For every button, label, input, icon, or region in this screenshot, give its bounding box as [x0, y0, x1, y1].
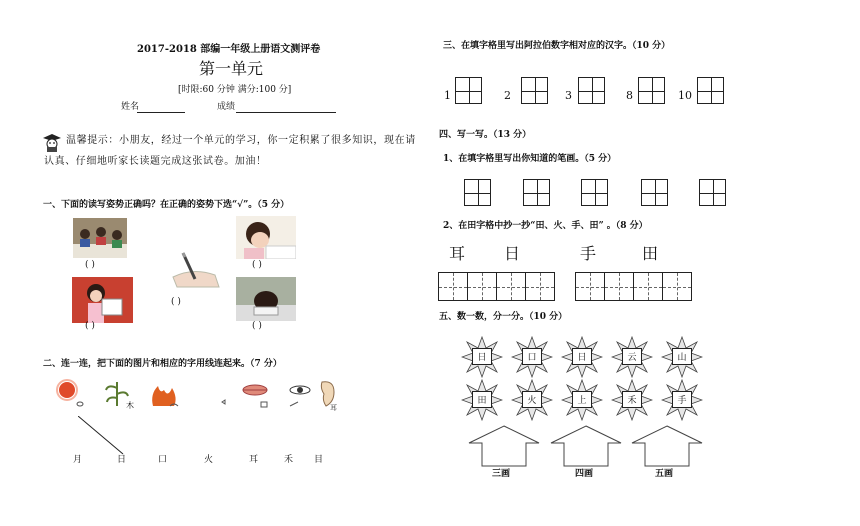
tip-line-2: 认真、仔细地听家长读题完成这张试卷。加油！: [44, 156, 267, 167]
q2-char-7[interactable]: 目: [314, 455, 324, 465]
sun-char: 口: [522, 348, 542, 365]
girl-writing-photo: [236, 216, 296, 259]
house-outline-3[interactable]: [631, 425, 703, 467]
copy-char-2: 日: [504, 244, 521, 263]
q2-pictures: [50, 376, 340, 416]
tian-cell[interactable]: [526, 273, 554, 300]
rice-plant-picture[interactable]: [106, 382, 134, 410]
q3-number-2: 2: [504, 89, 511, 102]
tian-cell[interactable]: [497, 273, 526, 300]
q2-title: 二、连一连，把下面的图片和相应的字用线连起来。（7 分）: [43, 359, 282, 369]
sun-char-card[interactable]: [461, 379, 503, 421]
tip-line-1: 温馨提示：小朋友，经过一个单元的学习，你一定积累了很多知识，现在请: [66, 135, 416, 146]
ear-picture[interactable]: [321, 382, 337, 412]
house-label-1: 三画: [492, 469, 511, 479]
fire-picture[interactable]: [152, 386, 178, 406]
tian-cell[interactable]: [576, 273, 605, 300]
sun-char-card[interactable]: [661, 379, 703, 421]
svg-text:耳: 耳: [330, 404, 337, 412]
house-label-3: 五画: [655, 469, 674, 479]
sun-char-card[interactable]: [561, 336, 603, 378]
q1-answer-5[interactable]: ( ): [252, 321, 262, 331]
stroke-box-3[interactable]: [581, 179, 608, 206]
name-label: 姓名: [121, 102, 140, 112]
moon-picture[interactable]: [203, 382, 225, 404]
sun-char: 日: [572, 348, 592, 365]
sun-char: 手: [672, 391, 692, 408]
q1-title: 一、下面的读写姿势正确吗？在正确的姿势下选“√”。（5 分）: [43, 200, 290, 210]
copy-char-1: 耳: [449, 244, 466, 263]
sun-char: 禾: [622, 391, 642, 408]
tian-cell[interactable]: [663, 273, 691, 300]
tian-grid-left[interactable]: [438, 272, 555, 301]
child-head-down-photo: [236, 277, 296, 321]
sun-char: 上: [572, 391, 592, 408]
q2-char-3[interactable]: 口: [158, 455, 168, 465]
svg-text:木: 木: [126, 401, 134, 410]
girl-reading-book-photo: [72, 277, 133, 323]
unit-title: 第一单元: [199, 59, 264, 78]
sun-char-card[interactable]: [461, 336, 503, 378]
sun-char: 田: [472, 391, 492, 408]
stroke-box-2[interactable]: [523, 179, 550, 206]
copy-char-4: 田: [642, 244, 659, 263]
tian-cell[interactable]: [605, 273, 634, 300]
stroke-box-4[interactable]: [641, 179, 668, 206]
house-label-2: 四画: [575, 469, 594, 479]
q3-answer-box-3[interactable]: [578, 77, 605, 104]
q2-char-2[interactable]: 日: [117, 455, 127, 465]
sun-char: 云: [622, 348, 642, 365]
tian-cell[interactable]: [634, 273, 663, 300]
stroke-box-1[interactable]: [464, 179, 491, 206]
house-outline-2[interactable]: [550, 425, 622, 467]
q3-number-4: 8: [626, 89, 633, 102]
q3-title: 三、在填字格里写出阿拉伯数字相对应的汉字。（10 分）: [443, 41, 671, 51]
stroke-box-5[interactable]: [699, 179, 726, 206]
score-field[interactable]: [236, 112, 336, 113]
sun-char: 山: [672, 348, 692, 365]
tian-cell[interactable]: [439, 273, 468, 300]
sun-char-card[interactable]: [511, 336, 553, 378]
time-limit: [时限:60 分钟 满分:100 分]: [178, 85, 292, 95]
sun-char: 日: [472, 348, 492, 365]
q1-answer-1[interactable]: ( ): [85, 260, 95, 270]
q4-sub2: 2、在田字格中抄一抄“田、火、手、田” 。（8 分）: [443, 221, 648, 231]
q1-answer-4[interactable]: ( ): [85, 321, 95, 331]
copy-char-3: 手: [580, 244, 597, 263]
exam-title: 2017-2018 部编一年级上册语文测评卷: [137, 44, 321, 55]
connection-line: [78, 416, 128, 456]
q2-char-5[interactable]: 耳: [249, 455, 259, 465]
hand-holding-pen-photo: [163, 247, 221, 289]
q3-number-1: 1: [444, 89, 451, 102]
sun-char-card[interactable]: [511, 379, 553, 421]
q3-number-5: 10: [678, 89, 692, 102]
q4-title: 四、写一写。（13 分）: [439, 130, 532, 140]
q3-answer-box-5[interactable]: [697, 77, 724, 104]
q1-answer-2[interactable]: ( ): [171, 297, 181, 307]
name-field[interactable]: [137, 112, 185, 113]
q4-sub1: 1、在填字格里写出你知道的笔画。（5 分）: [443, 154, 617, 164]
q3-number-3: 3: [565, 89, 572, 102]
q3-answer-box-2[interactable]: [521, 77, 548, 104]
sun-char-card[interactable]: [611, 336, 653, 378]
sun-char: 火: [522, 391, 542, 408]
sun-char-card[interactable]: [561, 379, 603, 421]
score-label: 成绩: [217, 102, 236, 112]
cartoon-student-icon: [41, 132, 63, 152]
q2-char-4[interactable]: 火: [204, 455, 214, 465]
q2-char-6[interactable]: 禾: [284, 455, 294, 465]
sun-char-card[interactable]: [611, 379, 653, 421]
sun-char-card[interactable]: [661, 336, 703, 378]
mouth-picture[interactable]: [243, 385, 267, 407]
q3-answer-box-4[interactable]: [638, 77, 665, 104]
q2-char-1[interactable]: 月: [73, 455, 83, 465]
eye-picture[interactable]: [290, 386, 310, 406]
classroom-reading-photo: [73, 218, 127, 258]
sun-picture[interactable]: [57, 380, 83, 406]
tian-grid-right[interactable]: [575, 272, 692, 301]
q5-title: 五、数一数，分一分。（10 分）: [439, 312, 568, 322]
q1-answer-3[interactable]: ( ): [252, 260, 262, 270]
tian-cell[interactable]: [468, 273, 497, 300]
q3-answer-box-1[interactable]: [455, 77, 482, 104]
house-outline-1[interactable]: [468, 425, 540, 467]
